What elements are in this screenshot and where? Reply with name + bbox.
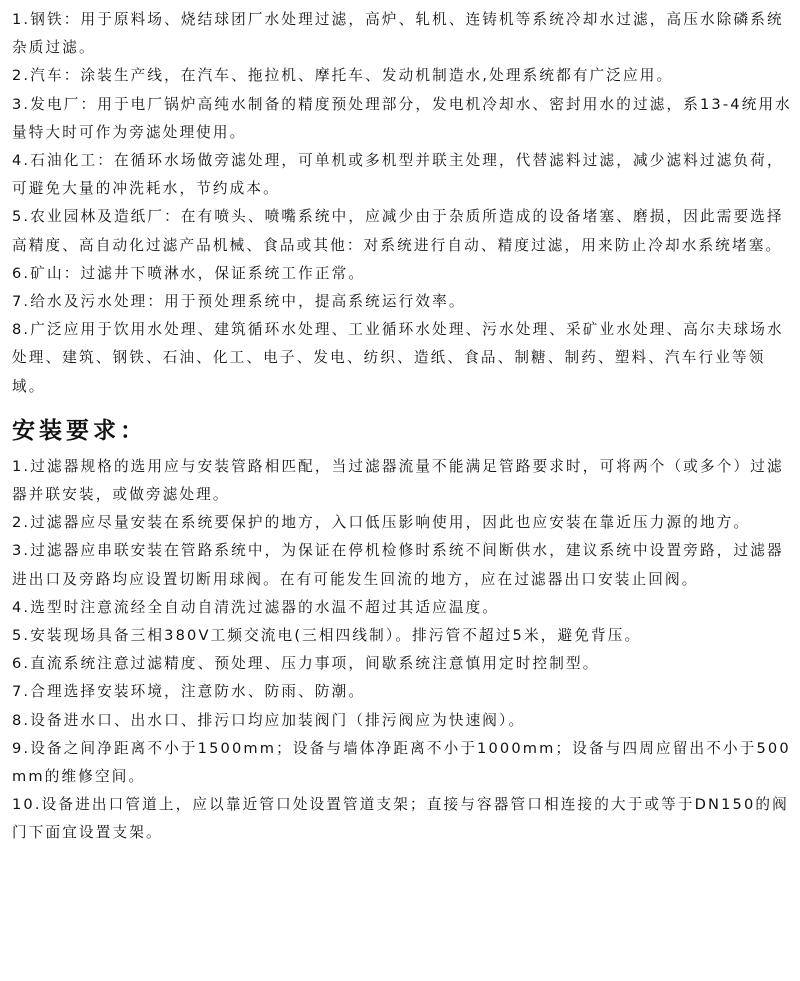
installation-item-7: 7.合理选择安装环境，注意防水、防雨、防潮。 — [12, 683, 366, 701]
application-item-power-plant: 3.发电厂：用于电厂锅炉高纯水制备的精度预处理部分，发电机冷却水、密封用水的过滤，系13-4统用水量特大时可作为旁滤处理使用。 — [12, 95, 792, 141]
installation-item-8: 8.设备进水口、出水口、排污口均应加装阀门（排污阀应为快速阀）。 — [12, 711, 526, 729]
installation-item-6: 6.直流系统注意过滤精度、预处理、压力事项，间歇系统注意慎用定时控制型。 — [12, 655, 600, 673]
application-item-agriculture-paper: 5.农业园林及造纸厂：在有喷头、喷嘴系统中，应减少由于杂质所造成的设备堵塞、磨损，因此需要选择高精度、高自动化过滤产品机械、食品或其他：对系统进行自动、精度过滤，用来防止冷却水系统堵塞。 — [12, 208, 784, 254]
applications-section — [12, 6, 794, 401]
installation-item-2: 2.过滤器应尽量安装在系统要保护的地方，入口低压影响使用，因此也应安装在靠近压力源的地方。 — [12, 514, 751, 532]
installation-heading: 安装要求： — [12, 417, 147, 444]
installation-item-1: 1.过滤器规格的选用应与安装管路相匹配，当过滤器流量不能满足管路要求时，可将两个（或多个）过滤器并联安装，或做旁滤处理。 — [12, 457, 784, 504]
application-item-water-treatment: 7.给水及污水处理：用于预处理系统中，提高系统运行效率。 — [12, 293, 466, 311]
installation-item-10: 10.设备进出口管道上，应以靠近管口处设置管道支架；直接与容器管口相连接的大于或等于DN150的阀门下面宜设置支架。 — [12, 796, 789, 842]
application-item-mining: 6.矿山：过滤井下喷淋水，保证系统工作正常。 — [12, 264, 366, 282]
installation-item-3: 3.过滤器应串联安装在管路系统中，为保证在停机检修时系统不间断供水，建议系统中设置旁路，过滤器进出口及旁路均应设置切断用球阀。在有可能发生回流的地方，应在过滤器出口安装止回阀。 — [12, 542, 784, 588]
application-item-general: 8.广泛应用于饮用水处理、建筑循环水处理、工业循环水处理、污水处理、采矿业水处理、高尔夫球场水处理、建筑、钢铁、石油、化工、电子、发电、纺织、造纸、食品、制糖、制药、塑料、汽车行业等领域。 — [12, 321, 784, 395]
installation-section — [12, 453, 794, 848]
application-item-steel: 1.钢铁：用于原料场、烧结球团厂水处理过滤，高炉、轧机、连铸机等系统冷却水过滤，高压水除磷系统杂质过滤。 — [12, 11, 784, 57]
application-item-automotive: 2.汽车：涂装生产线，在汽车、拖拉机、摩托车、发动机制造水,处理系统都有广泛应用。 — [12, 67, 674, 85]
installation-item-4: 4.选型时注意流经全自动自清洗过滤器的水温不超过其适应温度。 — [12, 598, 500, 616]
installation-item-5: 5.安装现场具备三相380V工频交流电(三相四线制）。排污管不超过5米，避免背压。 — [12, 627, 642, 645]
installation-item-9: 9.设备之间净距离不小于1500mm；设备与墙体净距离不小于1000mm；设备与四周应留出不小于500mm的维修空间。 — [12, 739, 791, 786]
application-item-petrochemical: 4.石油化工：在循环水场做旁滤处理，可单机或多机型并联主处理，代替滤料过滤，减少滤料过滤负荷，可避免大量的冲洗耗水，节约成本。 — [12, 152, 784, 198]
document-page — [12, 6, 794, 848]
